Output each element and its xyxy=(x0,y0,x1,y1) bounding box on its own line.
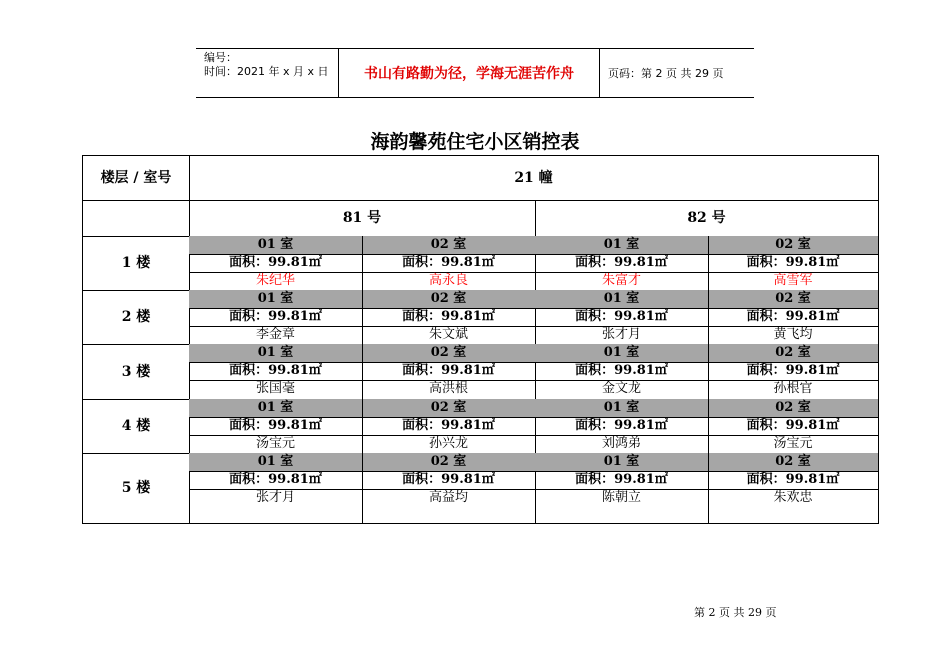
room-area: 面积：99.81㎡ xyxy=(746,309,840,324)
floor-label: 3 楼 xyxy=(121,363,151,380)
floor-label: 5 楼 xyxy=(121,480,151,496)
room-number: 01 室 xyxy=(603,345,640,360)
floor-label: 1 楼 xyxy=(121,255,151,271)
room-number: 01 室 xyxy=(257,400,294,415)
room-number: 01 室 xyxy=(257,454,294,469)
room-number: 02 室 xyxy=(430,400,467,415)
room-number: 02 室 xyxy=(430,291,467,306)
room-number: 01 室 xyxy=(603,237,640,252)
page-title: 海韵馨苑住宅小区销控表 xyxy=(370,131,580,153)
room-number: 02 室 xyxy=(430,454,467,469)
sales-control-table xyxy=(82,155,879,524)
room-area: 面积：99.81㎡ xyxy=(402,418,495,433)
floor-label: 4 楼 xyxy=(121,418,151,434)
room-area: 面积：99.81㎡ xyxy=(402,309,495,324)
room-number: 01 室 xyxy=(257,345,294,360)
room-area: 面积：99.81㎡ xyxy=(575,472,668,487)
owner-name: 朱文斌 xyxy=(428,327,468,342)
room-number: 02 室 xyxy=(775,400,811,415)
owner-name: 张才月 xyxy=(601,327,641,342)
room-number: 01 室 xyxy=(257,291,294,306)
owner-name: 黄飞均 xyxy=(773,327,813,342)
document-header xyxy=(196,48,754,98)
room-area: 面积：99.81㎡ xyxy=(746,472,840,487)
owner-name: 孙兴龙 xyxy=(428,436,468,451)
room-area: 面积：99.81㎡ xyxy=(229,309,322,324)
owner-name: 张国毫 xyxy=(255,381,295,396)
owner-name: 刘鸿弟 xyxy=(601,436,641,451)
room-number: 02 室 xyxy=(430,237,467,252)
room-number: 01 室 xyxy=(603,291,640,306)
room-number: 02 室 xyxy=(775,345,811,360)
serial-label: 编号： xyxy=(204,51,237,64)
corner-label: 楼层 / 室号 xyxy=(100,170,172,186)
room-area: 面积：99.81㎡ xyxy=(575,363,668,378)
owner-name: 朱纪华 xyxy=(255,273,295,288)
room-area: 面积：99.81㎡ xyxy=(746,418,840,433)
room-area: 面积：99.81㎡ xyxy=(402,255,495,270)
owner-name: 汤宝元 xyxy=(773,436,813,451)
room-area: 面积：99.81㎡ xyxy=(229,363,322,378)
room-number: 01 室 xyxy=(603,400,640,415)
room-number: 01 室 xyxy=(603,454,640,469)
header-meta xyxy=(196,49,338,97)
owner-name: 张才月 xyxy=(255,490,295,505)
room-area: 面积：99.81㎡ xyxy=(402,472,495,487)
unit-label-81: 81 号 xyxy=(342,210,382,226)
room-area: 面积：99.81㎡ xyxy=(229,472,322,487)
room-area: 面积：99.81㎡ xyxy=(575,255,668,270)
room-area: 面积：99.81㎡ xyxy=(402,363,495,378)
room-number: 02 室 xyxy=(430,345,467,360)
room-number: 01 室 xyxy=(257,237,294,252)
motto: 书山有路勤为径，学海无涯苦作舟 xyxy=(338,49,600,97)
floor-label: 2 楼 xyxy=(121,309,151,325)
owner-name: 朱富才 xyxy=(601,273,641,288)
room-area: 面积：99.81㎡ xyxy=(746,255,840,270)
room-number: 02 室 xyxy=(775,454,811,469)
owner-name: 汤宝元 xyxy=(255,436,295,451)
unit-label-82: 82 号 xyxy=(687,210,726,226)
page-info: 页码：第 2 页 共 29 页 xyxy=(608,67,724,80)
owner-name: 高雪军 xyxy=(773,273,813,288)
room-number: 02 室 xyxy=(775,291,811,306)
room-area: 面积：99.81㎡ xyxy=(229,418,322,433)
room-area: 面积：99.81㎡ xyxy=(229,255,322,270)
owner-name: 高益均 xyxy=(428,490,468,505)
room-area: 面积：99.81㎡ xyxy=(575,309,668,324)
owner-name: 高永良 xyxy=(428,273,468,288)
owner-name: 高洪根 xyxy=(428,381,468,396)
page-footer: 第 2 页 共 29 页 xyxy=(694,606,777,619)
owner-name: 朱欢忠 xyxy=(773,490,813,505)
grid-line xyxy=(83,200,878,201)
owner-name: 金文龙 xyxy=(601,381,641,396)
owner-name: 李金章 xyxy=(255,327,295,342)
owner-name: 孙根官 xyxy=(773,381,813,396)
owner-name: 陈朝立 xyxy=(601,490,641,505)
building-label: 21 幢 xyxy=(514,170,553,186)
time-label: 时间：2021 年 x 月 x 日 xyxy=(204,65,329,78)
room-area: 面积：99.81㎡ xyxy=(746,363,840,378)
room-number: 02 室 xyxy=(775,237,811,252)
room-area: 面积：99.81㎡ xyxy=(575,418,668,433)
